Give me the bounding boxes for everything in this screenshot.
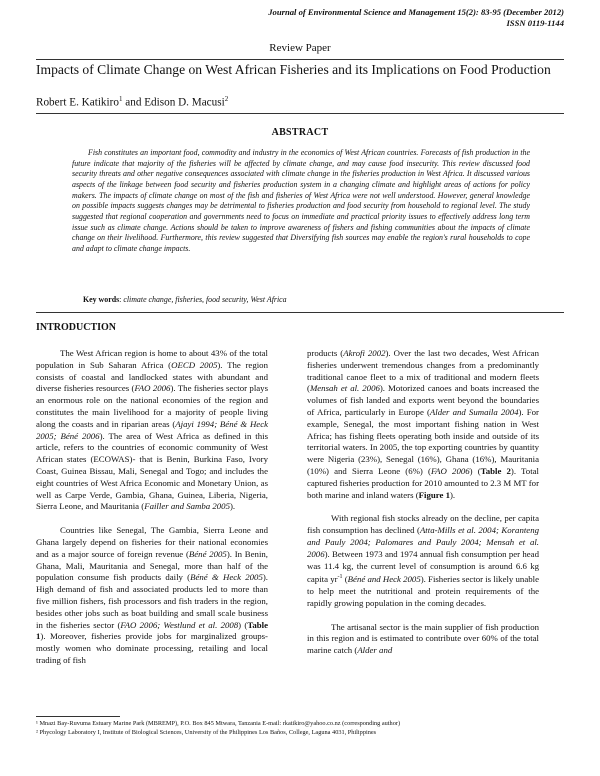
section-heading-introduction: INTRODUCTION — [36, 322, 117, 333]
citation: Alder and — [357, 645, 393, 656]
journal-citation: Journal of Environmental Science and Management 15(2): 83-95 (December 2012) — [268, 7, 564, 17]
author-2: Edison D. Macusi — [144, 96, 225, 109]
abstract-bottom-divider — [36, 312, 564, 313]
citation: Failler and Samba 2005 — [144, 501, 230, 512]
paragraph: Countries like Senegal, The Gambia, Sierra Leone and Ghana largely depend on fisheries for their national economies and as a major source of foreign revenue (Béné 2005). In Benin, Ghana, Mali, Mauritania and Senegal, more than half of the population consume fish products daily (Béné & Heck 2005). High demand of fish and associated products led to more than five million fishers, fish processors and fish traders in the region, besides other jobs such as boat building and small scale business in the fisheries sector (FAO 2006; Westlund et al. 2008) (Table 1). Moreover, fisheries provide jobs for marginalized groups- mostly women who dominate processing, retailing and local trading of fish — [36, 525, 269, 665]
citation: Béné and Heck 2005 — [347, 574, 421, 585]
paragraph: The West African region is home to about 43% of the total population in Sub Saharan Africa (OECD 2005). The region consists of coastal and landlocked states with abundant and diverse fisheries resources (FAO 2006). The fisheries sector plays an enormous role on the national economies of the region and constitutes the main livelihood for a majority of people living along the coasts and in riparian areas (Ajayi 1994; Béné & Heck 2005; Béné 2006). The area of West Africa as defined in this article, refers to the countries of economic community of West African states (ECOWAS)- that is Benin, Burkina Faso, Ivory Coast, Guinea Bissau, Mali, Senegal and Togo; and includes the eight countries of West Africa Economic and Monetary Union, as well as Carpe Verde, Gambia, Ghana, Guinea, Liberia, Nigeria, Sierra Leone, and Mauritania (Failler and Samba 2005). — [36, 348, 269, 512]
keywords-separator: : — [119, 295, 124, 304]
citation: Alder and Sumaila 2004 — [429, 406, 519, 417]
keywords-label: Key words — [83, 295, 120, 304]
journal-header — [144, 7, 564, 29]
unit-superscript: -1 — [337, 574, 343, 581]
footnote-2: ² Phycology Laboratory I, Institute of Biological Sciences, University of the Philippines Los Baños, College, Laguna 4031, Philippines — [36, 729, 377, 736]
footnote-1: ¹ Mnazi Bay-Ruvuma Estuary Marine Park (MBREMP), P.O. Box 845 Mtwara, Tanzania E-mail: rkatikiro@yahoo.co.nz (corresponding author) — [36, 720, 401, 727]
top-divider — [36, 59, 564, 60]
citation: Béné 2005 — [188, 548, 227, 559]
abstract-text: Fish constitutes an important food, commodity and industry in the economics of West African countries. Forecasts of fish production in the future indicate that majority of the fisheries will be affected by climate change, and may cause food insecurity. This review discussed food security threats and other negative consequences associated with climate change in the fisheries production in West Africa. It discussed various aspects of the linkage between food security and fisheries production system in a changing climate and highlight areas of actions for policy makers. The impacts of climate change on most of the fish and fisheries of West Africa were not well understood. However, general knowledge on possible impacts suggests changes may be detrimental to fisheries production and food security from household to regional level. The study suggested that regional cooperation and governments need to focus on immediate and practical priority issues to effectively address long term issue such as climate change. Actions should be taken to improve awareness of fishers and fishing communities about the impacts of climate change on their livelihood. Furthermore, this review suggested that Diversifying fish sources may enable the region's rural households to cope and adapt to climate change impacts. — [72, 148, 530, 253]
table-reference: Table 2 — [480, 465, 511, 476]
citation: Mensah et al. 2006 — [309, 383, 380, 394]
keywords-list: climate change, fisheries, food security, West Africa — [123, 295, 287, 304]
author-1-affiliation: 1 — [118, 95, 123, 103]
figure-reference: Figure 1 — [418, 489, 450, 500]
left-column — [36, 348, 268, 667]
citation: Akrofi 2002 — [343, 348, 386, 358]
citation: Béné & Heck 2005 — [190, 572, 263, 583]
paragraph-continued: products (Akrofi 2002). Over the last two decades, West African fisheries underwent tremendous changes from a predominantly traditional canoe fleet to a mix of traditional and modern fleets (Mensah et al. 2006). Motorized canoes and boats increased the volumes of fish landed and exports went beyond the boundaries of Africa, particularly in Europe (Alder and Sumaila 2004). For example, Senegal, the most important fishing nation in West Africa; has fishing fleets operating both inside and outside of its territorial waters. In 2005, the top exporting countries by quantity were Nigeria (23%), Senegal (16%), Ghana (16%), Mauritania (10%) and Sierra Leone (6%) (FAO 2006) (Table 2). Total captured fisheries production for 2010 amounted to 2.3 M MT for both marine and inland waters (Figure 1). — [307, 348, 539, 500]
citation: OECD 2005 — [171, 359, 218, 370]
citation: Ajayi 1994; Béné & Heck 2005; Béné 2006 — [36, 418, 269, 441]
table-reference: Table 1 — [36, 619, 269, 642]
paragraph: The artisanal sector is the main supplier of fish production in this region and is estimated to contribute over 60% of the total marine catch (Alder and — [307, 621, 539, 656]
journal-issn: ISSN 0119-1144 — [506, 18, 564, 28]
author-2-affiliation: 2 — [224, 95, 229, 103]
article-title: Impacts of Climate Change on West African Fisheries and its Implications on Food Production — [36, 62, 551, 77]
author-1: Robert E. Katikiro — [36, 96, 119, 109]
citation: FAO 2006; Westlund et al. 2008 — [120, 619, 239, 630]
keywords — [83, 295, 533, 304]
paragraph: With regional fish stocks already on the decline, per capita fish consumption has declined (Atta-Mills et al. 2004; Koranteng and Pauly 2004; Palomares and Pauly 2004; Mensah et al. 2006). Between 1973 and 1974 annual fish consumption per head was 11.4 kg, the current level of consumption is around 6.6 kg capita $yr^{-1}$ (Béné and Heck 2005). Fisheries sector is likely unable to help meet the nutritional and protein requirements of the rapidly growing population in the coming decades. — [307, 513, 539, 608]
citation: Atta-Mills et al. 2004; Koranteng and Pauly 2004; Palomares and Pauly 2004; Mensah et al. 2006 — [307, 525, 539, 559]
article-type: Review Paper — [269, 42, 331, 54]
citation: FAO 2006 — [430, 465, 470, 476]
footnote-divider — [36, 716, 120, 717]
right-column — [307, 348, 539, 657]
author-separator: and — [122, 96, 145, 109]
author-line — [36, 95, 228, 109]
citation: FAO 2006 — [134, 383, 171, 394]
abstract-top-divider — [36, 113, 564, 114]
abstract-heading: ABSTRACT — [271, 127, 329, 138]
